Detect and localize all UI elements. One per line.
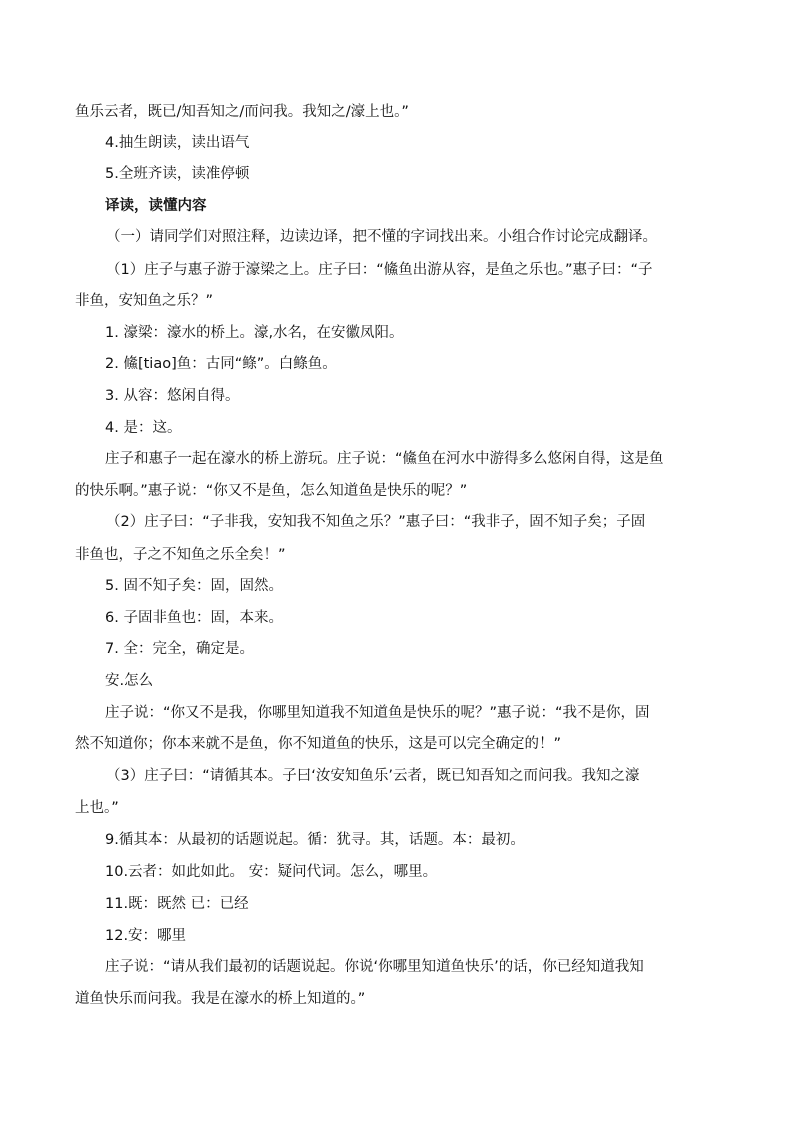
text-line: 庄子说：“你又不是我，你哪里知道我不知道鱼是快乐的呢？”惠子说：“我不是你，固 xyxy=(105,705,650,721)
section-heading: 译读，读懂内容 xyxy=(105,198,207,214)
text-line: 5.全班齐读，读准停顿 xyxy=(105,166,250,182)
text-line: 安.怎么 xyxy=(105,673,154,689)
text-line: （一）请同学们对照注释，边读边译，把不懂的字词找出来。小组合作讨论完成翻译。 xyxy=(106,229,657,245)
text-line: 非鱼，安知鱼之乐？” xyxy=(75,293,214,309)
text-line: 2. 鯈[tiao]鱼：古同“鲦”。白鲦鱼。 xyxy=(105,356,337,372)
text-line: 道鱼快乐而问我。我是在濠水的桥上知道的。” xyxy=(75,991,366,1007)
text-line: 庄子说：“请从我们最初的话题说起。你说‘你哪里知道鱼快乐’的话，你已经知道我知 xyxy=(105,959,644,975)
text-line: 12.安：哪里 xyxy=(105,928,187,944)
text-line: 6. 子固非鱼也：固，本来。 xyxy=(105,610,283,626)
text-line: 4. 是：这。 xyxy=(105,420,182,436)
text-line: 1. 濠梁：濠水的桥上。濠,水名，在安徽凤阳。 xyxy=(105,325,404,341)
text-line: 11.既：既然 已：已经 xyxy=(105,896,249,912)
text-line: 5. 固不知子矣：固，固然。 xyxy=(105,578,283,594)
text-line: 10.云者：如此如此。 安：疑问代词。怎么，哪里。 xyxy=(105,864,438,880)
text-line: 7. 全：完全，确定是。 xyxy=(105,641,254,657)
text-line: 的快乐啊。”惠子说：“你又不是鱼，怎么知道鱼是快乐的呢？” xyxy=(75,483,468,499)
text-line: 4.抽生朗读，读出语气 xyxy=(105,135,250,151)
text-line: 非鱼也，子之不知鱼之乐全矣！” xyxy=(75,547,286,563)
text-line: （1）庄子与惠子游于濠梁之上。庄子曰：“鯈鱼出游从容，是鱼之乐也。”惠子曰：“子 xyxy=(106,262,653,278)
text-line: 鱼乐云者，既已/知吾知之/而问我。我知之/濠上也。” xyxy=(75,104,409,120)
text-line: 上也。” xyxy=(75,800,119,816)
text-line: 3. 从容：悠闲自得。 xyxy=(105,388,240,404)
text-line: （2）庄子曰：“子非我，安知我不知鱼之乐？”惠子曰：“我非子，固不知子矣；子固 xyxy=(106,514,646,530)
text-line: 然不知道你；你本来就不是鱼，你不知道鱼的快乐，这是可以完全确定的！” xyxy=(75,736,562,752)
text-line: （3）庄子曰：“请循其本。子曰‘汝安知鱼乐’云者，既已知吾知之而问我。我知之濠 xyxy=(106,768,640,784)
text-line: 9.循其本：从最初的话题说起。循：犹寻。其，话题。本：最初。 xyxy=(105,832,525,848)
text-line: 庄子和惠子一起在濠水的桥上游玩。庄子说：“鯈鱼在河水中游得多么悠闲自得，这是鱼 xyxy=(105,451,664,467)
